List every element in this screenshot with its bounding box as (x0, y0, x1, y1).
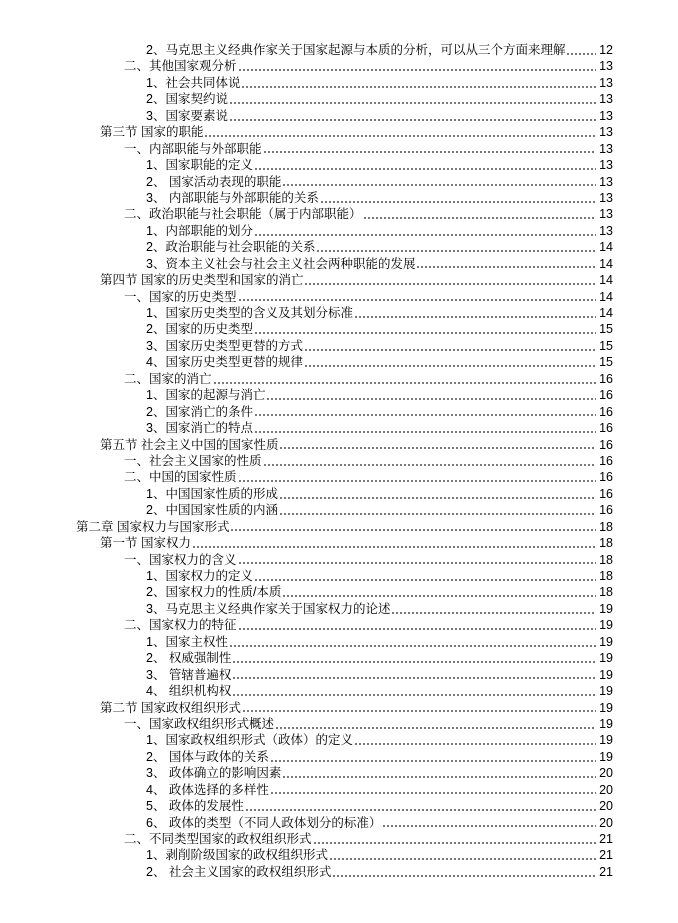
toc-entry[interactable] (100, 535, 613, 551)
toc-entry-title: 第三节 国家的职能 (100, 125, 204, 140)
toc-entry-page: 19 (599, 667, 613, 682)
dotted-leader (416, 256, 596, 272)
dotted-leader (354, 305, 596, 321)
toc-entry-title: 4、 组织机构权 (146, 684, 232, 699)
toc-entry-title: 1、国家主权性 (146, 634, 228, 649)
toc-entry[interactable] (124, 831, 613, 847)
toc-entry-page: 18 (599, 519, 613, 534)
toc-entry-page: 19 (599, 618, 613, 633)
toc-entry-title: 3、国家要素说 (146, 108, 228, 123)
toc-entry-page: 14 (599, 306, 613, 320)
toc-entry[interactable] (124, 141, 613, 157)
dotted-leader (279, 486, 596, 502)
toc-entry-page: 13 (599, 158, 613, 173)
toc-entry-page: 18 (599, 569, 613, 583)
toc-entry-title: 第二节 国家政权组织形式 (100, 700, 241, 715)
toc-entry-page: 19 (599, 684, 613, 699)
toc-entry-title: 2、政治职能与社会职能的关系 (146, 240, 316, 255)
dotted-leader (266, 387, 596, 403)
toc-entry[interactable] (146, 749, 613, 765)
toc-entry[interactable] (124, 552, 613, 568)
toc-entry-page: 13 (599, 59, 613, 74)
dotted-leader (282, 584, 596, 600)
toc-entry[interactable] (146, 305, 613, 321)
dotted-leader (254, 157, 596, 173)
toc-entry-title: 第一节 国家权力 (100, 536, 191, 551)
toc-entry[interactable] (100, 700, 613, 716)
toc-entry-title: 2、中国国家性质的内涵 (146, 503, 278, 518)
toc-entry-page: 19 (599, 700, 613, 715)
toc-entry-page: 13 (599, 125, 613, 140)
toc-entry-title: 3、 内部职能与外部职能的关系 (146, 190, 319, 205)
toc-entry-page: 13 (599, 108, 613, 123)
toc-entry-title: 二、国家的消亡 (124, 371, 212, 386)
toc-entry-page: 16 (599, 404, 613, 419)
toc-list (76, 42, 613, 880)
toc-entry-page: 14 (599, 273, 613, 288)
toc-entry-title: 第四节 国家的历史类型和国家的消亡 (100, 273, 304, 288)
toc-entry-page: 20 (599, 799, 613, 814)
toc-entry-title: 1、剥削阶级国家的政权组织形式 (146, 848, 328, 863)
toc-entry-page: 13 (599, 141, 613, 156)
dotted-leader (238, 552, 596, 568)
toc-entry[interactable] (146, 387, 613, 403)
toc-entry[interactable] (146, 782, 613, 798)
toc-entry-title: 1、内部职能的划分 (146, 223, 253, 238)
toc-entry-title: 一、国家政权组织形式概述 (124, 716, 275, 731)
dotted-leader (363, 206, 596, 222)
toc-entry[interactable] (146, 815, 613, 831)
dotted-leader (332, 864, 596, 880)
toc-entry-title: 二、中国的国家性质 (124, 470, 237, 485)
toc-entry[interactable] (146, 420, 613, 436)
toc-entry[interactable] (124, 289, 613, 305)
dotted-leader (254, 420, 596, 436)
toc-entry-title: 二、不同类型国家的政权组织形式 (124, 832, 312, 846)
toc-entry-title: 1、国家政权组织形式（政体）的定义 (146, 733, 353, 748)
toc-entry-title: 1、国家的起源与消亡 (146, 388, 266, 403)
toc-entry-page: 16 (599, 453, 613, 468)
toc-entry-page: 19 (599, 749, 613, 764)
dotted-leader (242, 700, 596, 716)
toc-entry[interactable] (146, 798, 613, 814)
toc-entry-title: 第二章 国家权力与国家形式 (76, 519, 230, 534)
toc-entry-page: 19 (599, 634, 613, 649)
dotted-leader (304, 272, 596, 288)
toc-entry-title: 第五节 社会主义中国的国家性质 (100, 437, 279, 452)
dotted-leader (229, 108, 596, 124)
toc-entry-page: 16 (599, 371, 613, 386)
dotted-leader (263, 141, 596, 157)
toc-entry[interactable] (146, 568, 613, 584)
toc-entry[interactable] (146, 108, 613, 124)
toc-entry-page: 13 (599, 223, 613, 238)
dotted-leader (192, 535, 596, 551)
toc-entry[interactable] (146, 486, 613, 502)
dotted-leader (270, 749, 596, 765)
dotted-leader (382, 815, 596, 831)
toc-entry-page: 21 (599, 848, 613, 863)
toc-entry[interactable] (146, 338, 613, 354)
toc-entry[interactable] (124, 617, 613, 633)
dotted-leader (232, 650, 596, 666)
toc-entry[interactable] (146, 601, 613, 617)
toc-entry[interactable] (146, 667, 613, 683)
toc-entry-page: 13 (599, 207, 613, 222)
dotted-leader (238, 58, 596, 74)
dotted-leader (232, 667, 596, 683)
dotted-leader (279, 502, 596, 518)
dotted-leader (566, 42, 596, 58)
toc-entry[interactable] (146, 354, 613, 370)
dotted-leader (282, 174, 596, 190)
toc-entry-title: 2、 国家活动表现的职能 (146, 174, 282, 189)
toc-entry[interactable] (146, 223, 613, 239)
toc-entry-page: 14 (599, 256, 613, 271)
toc-entry[interactable] (100, 437, 613, 453)
toc-entry-page: 18 (599, 552, 613, 567)
dotted-leader (313, 831, 596, 847)
toc-entry-title: 二、其他国家观分析 (124, 59, 237, 74)
dotted-leader (238, 617, 596, 633)
toc-entry[interactable] (146, 634, 613, 650)
dotted-leader (254, 223, 596, 239)
toc-entry[interactable] (124, 469, 613, 485)
dotted-leader (254, 321, 596, 337)
dotted-leader (263, 453, 596, 469)
toc-entry-title: 1、国家历史类型的含义及其划分标准 (146, 306, 353, 320)
dotted-leader (354, 732, 596, 748)
dotted-leader (316, 239, 596, 255)
toc-entry[interactable] (146, 584, 613, 600)
toc-entry[interactable] (146, 864, 613, 880)
toc-entry[interactable] (146, 256, 613, 272)
toc-entry-page: 19 (599, 733, 613, 748)
toc-entry-title: 1、国家职能的定义 (146, 158, 253, 173)
toc-entry-page: 18 (599, 585, 613, 600)
toc-entry[interactable] (146, 404, 613, 420)
toc-entry[interactable] (146, 91, 613, 107)
toc-entry-page: 13 (599, 190, 613, 205)
dotted-leader (232, 683, 596, 699)
toc-entry[interactable] (146, 239, 613, 255)
toc-entry-title: 3、 管辖普遍权 (146, 667, 232, 682)
toc-entry-page: 16 (599, 486, 613, 501)
toc-entry-page: 13 (599, 75, 613, 90)
dotted-leader (304, 338, 596, 354)
toc-entry-page: 16 (599, 421, 613, 436)
toc-entry[interactable] (146, 683, 613, 699)
toc-entry-page: 13 (599, 174, 613, 189)
toc-entry-title: 2、国家权力的性质/本质 (146, 585, 282, 600)
toc-entry-page: 12 (599, 43, 613, 57)
dotted-leader (229, 634, 596, 650)
toc-entry-title: 5、 政体的发展性 (146, 799, 244, 814)
toc-entry[interactable] (146, 190, 613, 206)
toc-entry-page: 16 (599, 437, 613, 452)
dotted-leader (238, 289, 596, 305)
dotted-leader (238, 469, 596, 485)
dotted-leader (254, 404, 596, 420)
toc-entry[interactable] (76, 519, 613, 535)
toc-entry-page: 19 (599, 601, 613, 616)
toc-entry-title: 1、中国国家性质的形成 (146, 486, 278, 501)
toc-entry-page: 15 (599, 338, 613, 353)
toc-entry-title: 2、国家的历史类型 (146, 322, 253, 337)
dotted-leader (254, 568, 596, 584)
toc-entry-title: 2、国家消亡的条件 (146, 404, 253, 419)
toc-entry-title: 6、 政体的类型（不同人政体划分的标准） (146, 815, 382, 830)
toc-entry[interactable] (124, 716, 613, 732)
toc-entry[interactable] (124, 206, 613, 222)
toc-entry[interactable] (146, 847, 613, 863)
toc-entry-title: 2、 国体与政体的关系 (146, 749, 269, 764)
toc-entry[interactable] (146, 321, 613, 337)
toc-entry-title: 二、国家权力的特征 (124, 618, 237, 633)
toc-entry[interactable] (146, 75, 613, 91)
toc-entry-title: 4、 政体选择的多样性 (146, 782, 269, 797)
toc-entry[interactable] (146, 174, 613, 190)
dotted-leader (391, 601, 596, 617)
dotted-leader (304, 354, 596, 370)
toc-entry-title: 3、国家消亡的特点 (146, 421, 253, 436)
toc-entry-title: 3、国家历史类型更替的方式 (146, 338, 303, 353)
toc-entry-title: 2、 权威强制性 (146, 651, 232, 666)
toc-entry-title: 3、 政体确立的影响因素 (146, 766, 282, 781)
toc-entry[interactable] (146, 650, 613, 666)
toc-entry-page: 16 (599, 470, 613, 485)
toc-entry-title: 一、国家权力的含义 (124, 552, 237, 567)
toc-entry-page: 16 (599, 503, 613, 518)
toc-entry-title: 1、社会共同体说 (146, 75, 241, 90)
toc-entry-page: 20 (599, 782, 613, 797)
toc-entry[interactable] (146, 157, 613, 173)
dotted-leader (204, 124, 596, 140)
toc-entry-title: 4、国家历史类型更替的规律 (146, 355, 303, 370)
toc-entry-page: 14 (599, 289, 613, 304)
toc-entry-page: 19 (599, 651, 613, 666)
toc-entry-title: 3、马克思主义经典作家关于国家权力的论述 (146, 601, 391, 616)
toc-entry-page: 20 (599, 815, 613, 830)
dotted-leader (241, 75, 596, 91)
toc-entry-title: 3、资本主义社会与社会主义社会两种职能的发展 (146, 256, 416, 271)
toc-entry-page: 21 (599, 864, 613, 879)
dotted-leader (270, 782, 596, 798)
toc-entry-page: 13 (599, 92, 613, 107)
toc-entry[interactable] (124, 453, 613, 469)
toc-entry-page: 16 (599, 388, 613, 403)
toc-entry[interactable] (100, 272, 613, 288)
dotted-leader (213, 371, 596, 387)
dotted-leader (279, 437, 596, 453)
toc-entry[interactable] (146, 732, 613, 748)
toc-entry-title: 一、社会主义国家的性质 (124, 453, 262, 468)
toc-entry[interactable] (124, 58, 613, 74)
dotted-leader (329, 847, 596, 863)
toc-entry-title: 二、政治职能与社会职能（属于内部职能） (124, 207, 362, 222)
toc-entry-page: 18 (599, 536, 613, 551)
toc-entry-page: 15 (599, 322, 613, 337)
toc-entry[interactable] (146, 502, 613, 518)
toc-entry-page: 20 (599, 766, 613, 781)
dotted-leader (230, 519, 596, 535)
toc-entry-page: 19 (599, 716, 613, 731)
toc-entry[interactable] (100, 124, 613, 140)
toc-entry-title: 一、国家的历史类型 (124, 289, 237, 304)
toc-entry[interactable] (146, 765, 613, 781)
toc-entry-title: 1、国家权力的定义 (146, 569, 253, 583)
dotted-leader (275, 716, 596, 732)
toc-entry-page: 15 (599, 355, 613, 370)
dotted-leader (245, 798, 596, 814)
toc-entry-page: 21 (599, 832, 613, 846)
toc-entry[interactable] (124, 371, 613, 387)
dotted-leader (229, 91, 596, 107)
toc-entry-title: 2、马克思主义经典作家关于国家起源与本质的分析，可以从三个方面来理解 (146, 43, 566, 57)
toc-entry[interactable] (146, 42, 613, 58)
toc-entry-title: 一、内部职能与外部职能 (124, 141, 262, 156)
toc-entry-page: 14 (599, 240, 613, 255)
dotted-leader (320, 190, 596, 206)
dotted-leader (282, 765, 596, 781)
toc-entry-title: 2、国家契约说 (146, 92, 228, 107)
toc-entry-title: 2、 社会主义国家的政权组织形式 (146, 864, 332, 879)
